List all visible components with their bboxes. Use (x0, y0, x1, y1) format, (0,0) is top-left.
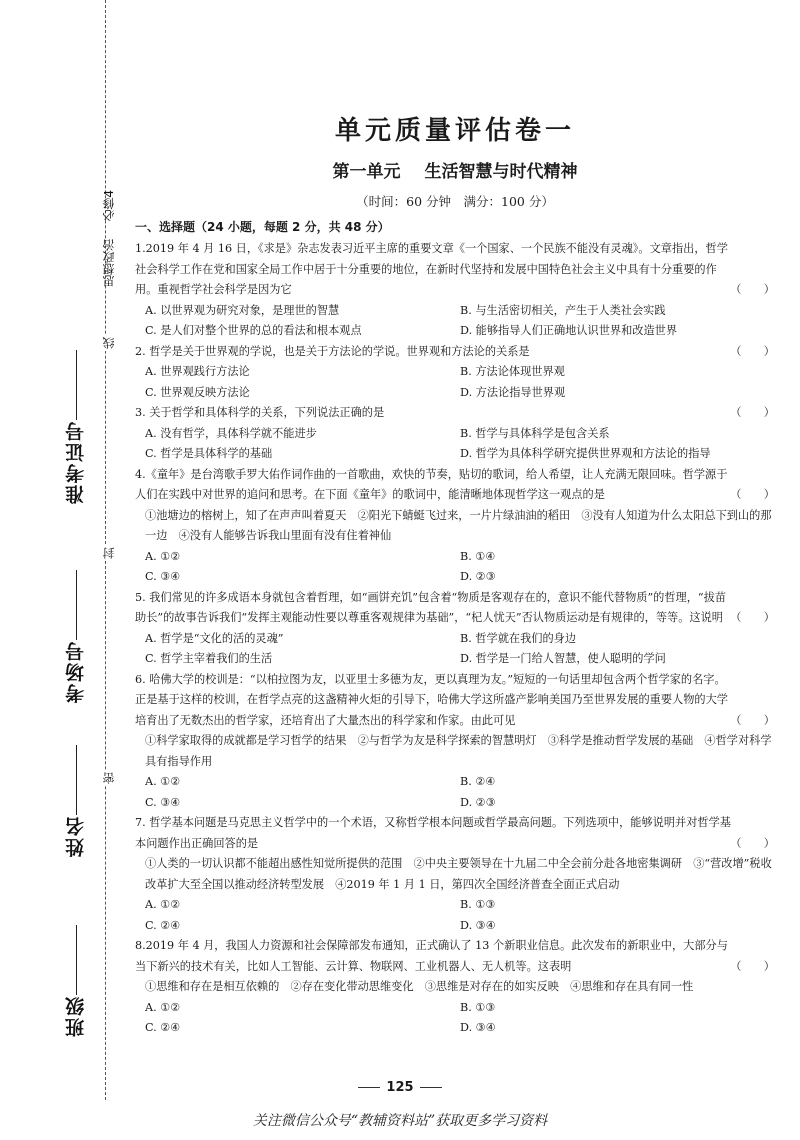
question-statements: ①思维和存在是相互依赖的 ②存在变化带动思维变化 ③思维是对存在的如实反映 ④思维和存在具有同一性 (145, 980, 694, 993)
option-d[interactable]: D. 哲学为具体科学研究提供世界观和方法论的指导 (460, 447, 711, 460)
field-class[interactable] (62, 925, 89, 1037)
option-b[interactable]: B. ①③ (460, 1000, 496, 1014)
question-stem: 8.2019 年 4 月，我国人力资源和社会保障部发布通知，正式确认了 13 个新职业信息。此次发布的新职业中，大部分与当下新兴的技术有关，比如人工智能、云计算、物联网、工业机器人、无人机等。这表明 （ ） (135, 936, 775, 977)
question-statements: ①人类的一切认识都不能超出感性知觉所提供的范围 ②中央主要领导在十九届二中全会前分赴各地密集调研 ③“营改增”税收改革扩大至全国以推动经济转型发展 ④2019 年 1 月 1 日，第四次全国经济普查全面正式启动 (145, 857, 772, 891)
exam-content (135, 110, 775, 1039)
answer-paren[interactable]: （ ） (730, 488, 775, 501)
option-d[interactable]: D. ②③ (460, 570, 496, 583)
answer-paren[interactable]: （ ） (730, 406, 775, 419)
question-stem: 1.2019 年 4 月 16 日，《求是》杂志发表习近平主席的重要文章《一个国家、一个民族不能没有灵魂》。文章指出，哲学社会科学工作在党和国家全局工作中居于十分重要的地位，在新时代坚持和发展中国特色社会主义中具有十分重要的作用。重视哲学社会科学是因为它 （ ） (135, 239, 775, 301)
footer-note: 关注微信公众号“教辅资料站”获取更多学习资料 (252, 1113, 548, 1129)
question-3 (135, 403, 775, 465)
binding-mark-line: 线 (102, 337, 116, 349)
unit-title (135, 157, 775, 182)
page-number (0, 1080, 800, 1095)
option-b[interactable]: B. ②④ (460, 775, 496, 788)
field-exam-number[interactable] (62, 350, 89, 504)
question-statements: ①池塘边的榕树上，知了在声声叫着夏天 ②阳光下蜻蜓飞过来，一片片绿油油的稻田 ③没有人知道为什么太阳总下到山的那一边 ④没有人能够告诉我山里面有没有住着神仙 (145, 508, 772, 542)
question-options (135, 895, 775, 936)
question-4 (135, 465, 775, 588)
option-d[interactable]: D. 哲学是一门给人智慧，使人聪明的学问 (460, 652, 666, 665)
exam-title: 单元质量评估卷一 (334, 116, 575, 146)
option-a[interactable]: A. 没有哲学，具体科学就不能进步 (145, 426, 317, 440)
binding-mark-seal: 封 (102, 547, 116, 559)
option-b[interactable]: B. 哲学与具体科学是包含关系 (460, 426, 610, 440)
question-stem: 7. 哲学基本问题是马克思主义哲学中的一个术语，又称哲学根本问题或哲学最高问题。下列选项中，能够说明并对哲学基本问题作出正确回答的是 （ ） (135, 813, 775, 854)
option-d[interactable]: D. ③④ (460, 1021, 496, 1034)
question-options (135, 301, 775, 342)
option-a[interactable]: A. ①② (145, 1000, 181, 1014)
option-a[interactable]: A. ①② (145, 549, 181, 563)
option-c[interactable]: C. ③④ (145, 795, 181, 809)
module-name: 必修4 (102, 190, 116, 222)
option-d[interactable]: D. ③④ (460, 918, 496, 932)
subject-name: 思想政治 (102, 239, 116, 288)
subject-label (100, 190, 117, 287)
unit-label: 第一单元 (332, 162, 401, 182)
option-b[interactable]: B. 哲学就在我们的身边 (460, 631, 577, 645)
answer-paren[interactable]: （ ） (730, 283, 775, 296)
question-8 (135, 936, 775, 1039)
option-a[interactable]: A. ①② (145, 898, 181, 911)
option-c[interactable]: C. 是人们对整个世界的总的看法和根本观点 (145, 324, 362, 337)
answer-paren[interactable]: （ ） (730, 836, 775, 850)
option-a[interactable]: A. 哲学是“文化的活的灵魂” (145, 631, 284, 645)
question-stem: 4.《童年》是台湾歌手罗大佑作词作曲的一首歌曲，欢快的节奏，贴切的歌词，给人希望，让人充满无限回味。哲学源于人们在实践中对世界的追问和思考。在下面《童年》的歌词中，能清晰地体现哲学这一观点的是 （ ） (135, 465, 775, 506)
field-room-number-line (75, 570, 78, 640)
answer-paren[interactable]: （ ） (730, 959, 775, 973)
field-room-number[interactable] (62, 570, 89, 703)
field-class-label: 班级 (65, 995, 87, 1037)
question-statements: ①科学家取得的成就都是学习哲学的结果 ②与哲学为友是科学探索的智慧明灯 ③科学是推动哲学发展的基础 ④哲学对科学具有指导作用 (145, 734, 772, 768)
question-stem: 3. 关于哲学和具体科学的关系，下列说法正确的是 （ ） (135, 403, 775, 424)
answer-paren[interactable]: （ ） (730, 713, 775, 727)
field-exam-number-line (75, 350, 78, 420)
page-number-value: 125 (386, 1080, 414, 1095)
question-7 (135, 813, 775, 936)
option-a[interactable]: A. ①② (145, 775, 181, 788)
answer-paren[interactable]: （ ） (730, 344, 775, 358)
option-c[interactable]: C. ③④ (145, 570, 181, 583)
question-2 (135, 342, 775, 404)
question-options (135, 547, 775, 588)
question-1 (135, 239, 775, 342)
option-c[interactable]: C. ②④ (145, 918, 181, 932)
option-b[interactable]: B. 与生活密切相关，产生于人类社会实践 (460, 303, 666, 317)
section-title: 一、选择题（24 小题，每题 2 分，共 48 分） (135, 220, 390, 234)
question-options (135, 362, 775, 403)
option-c[interactable]: C. ②④ (145, 1021, 181, 1034)
question-6 (135, 670, 775, 814)
field-class-line (75, 925, 78, 995)
option-d[interactable]: D. 能够指导人们正确地认识世界和改造世界 (460, 324, 678, 337)
question-stem: 5. 我们常见的许多成语本身就包含着哲理，如“画饼充饥”包含着“物质是客观存在的，意识不能代替物质”的哲理，“拔苗助长”的故事告诉我们“发挥主观能动性要以尊重客观规律为基础”，“杞人忧天”否认物质运动是有规律的，等等。这说明 （ ） (135, 588, 775, 629)
field-name-line (75, 745, 78, 815)
option-c[interactable]: C. 世界观反映方法论 (145, 385, 250, 399)
question-options (135, 424, 775, 465)
field-exam-number-label: 准考证号 (65, 420, 87, 504)
binding-margin (0, 0, 130, 1140)
unit-name: 生活智慧与时代精神 (424, 162, 578, 182)
option-a[interactable]: A. 以世界观为研究对象，是理世的智慧 (145, 303, 340, 317)
question-5 (135, 588, 775, 670)
option-a[interactable]: A. 世界观践行方法论 (145, 365, 250, 378)
field-name-label: 姓名 (65, 815, 87, 857)
option-b[interactable]: B. ①④ (460, 549, 496, 563)
option-b[interactable]: B. ①③ (460, 898, 496, 911)
option-d[interactable]: D. 方法论指导世界观 (460, 385, 566, 399)
question-stem: 2. 哲学是关于世界观的学说，也是关于方法论的学说。世界观和方法论的关系是 （ ） (135, 342, 775, 363)
option-b[interactable]: B. 方法论体现世界观 (460, 365, 565, 378)
option-c[interactable]: C. 哲学是具体科学的基础 (145, 447, 273, 460)
question-options (135, 998, 775, 1039)
field-room-number-label: 考场号 (65, 640, 87, 703)
option-c[interactable]: C. 哲学主宰着我们的生活 (145, 652, 273, 665)
binding-mark-secret: 密 (102, 772, 116, 784)
option-d[interactable]: D. ②③ (460, 795, 496, 809)
question-options (135, 772, 775, 813)
question-options (135, 629, 775, 670)
question-stem: 6. 哈佛大学的校训是：“以柏拉图为友，以亚里士多德为友，更以真理为友。”短短的一句话里却包含两个哲学家的名字。正是基于这样的校训，在哲学点亮的这盏精神火炬的引导下，哈佛大学这所盛产影响美国乃至世界发展的重要人物的大学培育出了无数杰出的哲学家，还培育出了大量杰出的科学家和作家。由此可见 （ ） (135, 670, 775, 732)
answer-paren[interactable]: （ ） (730, 611, 775, 624)
field-name[interactable] (62, 745, 89, 857)
time-info: （时间：60 分钟 满分：100 分） (356, 194, 554, 209)
